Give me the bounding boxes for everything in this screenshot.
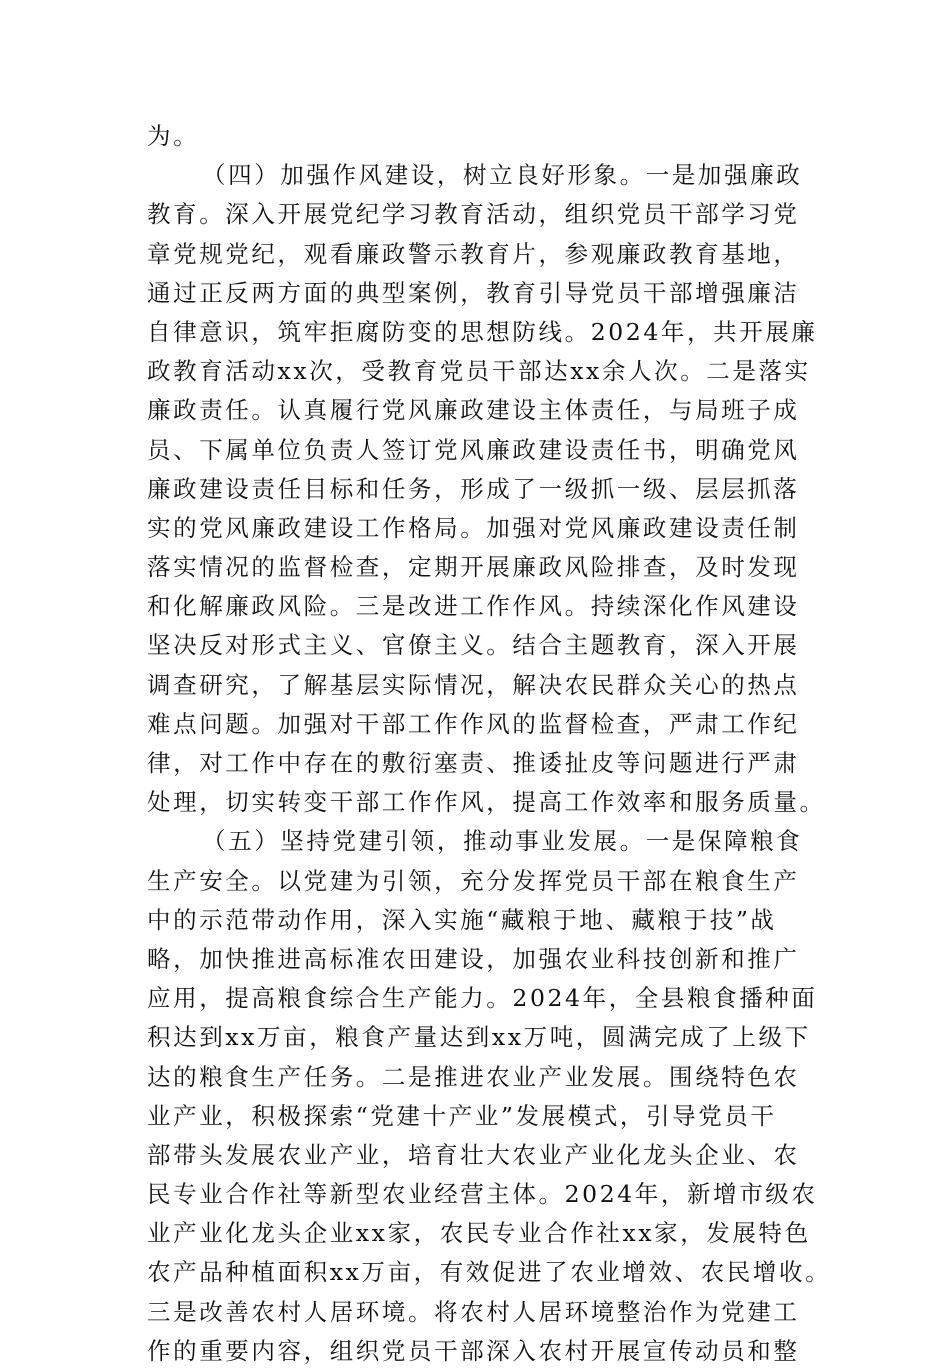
text-line: 业产业，积极探索“党建十产业”发展模式，引导党员干 <box>147 1101 777 1130</box>
text-line: 作的重要内容，组织党员干部深入农村开展宣传动员和整 <box>147 1336 800 1365</box>
text-line: 民专业合作社等新型农业经营主体。2024年，新增市级农 <box>147 1180 818 1209</box>
text-line: 教育。深入开展党纪学习教育活动，组织党员干部学习党 <box>147 200 800 229</box>
section-heading-line: （四）加强作风建设，树立良好形象。一是加强廉政 <box>202 161 803 190</box>
text-line: 章党规党纪，观看廉政警示教育片，参观廉政教育基地， <box>147 239 800 268</box>
text-line: 略，加快推进高标准农田建设，加强农业科技创新和推广 <box>147 944 800 973</box>
text-line: 实的党风廉政建设工作格局。加强对党风廉政建设责任制 <box>147 513 800 542</box>
text-line: 积达到xx万亩，粮食产量达到xx万吨，圆满完成了上级下 <box>147 1023 811 1052</box>
text-line: 自律意识，筑牢拒腐防变的思想防线。2024年，共开展廉 <box>147 317 818 346</box>
text-line: 员、下属单位负责人签订党风廉政建设责任书，明确党风 <box>147 435 800 464</box>
text-line: 处理，切实转变干部工作作风，提高工作效率和服务质量。 <box>147 788 826 817</box>
section-heading-line: （五）坚持党建引领，推动事业发展。一是保障粮食 <box>202 827 803 856</box>
text-line: 廉政建设责任目标和任务，形成了一级抓一级、层层抓落 <box>147 474 800 503</box>
text-line: 业产业化龙头企业xx家，农民专业合作社xx家，发展特色 <box>147 1219 811 1248</box>
text-line: 生产安全。以党建为引领，充分发挥党员干部在粮食生产 <box>147 866 800 895</box>
body-text <box>147 117 832 1371</box>
text-line: 坚决反对形式主义、官僚主义。结合主题教育，深入开展 <box>147 631 800 660</box>
text-line: 落实情况的监督检查，定期开展廉政风险排查，及时发现 <box>147 553 800 582</box>
text-line: 和化解廉政风险。三是改进工作作风。持续深化作风建设 <box>147 592 800 621</box>
text-line: 三是改善农村人居环境。将农村人居环境整治作为党建工 <box>147 1297 800 1326</box>
text-line: 政教育活动xx次，受教育党员干部达xx余人次。二是落实 <box>147 357 811 386</box>
text-line: 调查研究，了解基层实际情况，解决农民群众关心的热点 <box>147 670 800 699</box>
text-line: 中的示范带动作用，深入实施“藏粮于地、藏粮于技”战 <box>147 905 777 934</box>
text-line: 廉政责任。认真履行党风廉政建设主体责任，与局班子成 <box>147 396 800 425</box>
text-line: 部带头发展农业产业，培育壮大农业产业化龙头企业、农 <box>147 1140 800 1169</box>
text-line: 农产品种植面积xx万亩，有效促进了农业增效、农民增收。 <box>147 1258 832 1287</box>
text-line: 律，对工作中存在的敷衍塞责、推诿扯皮等问题进行严肃 <box>147 749 800 777</box>
text-line: 应用，提高粮食综合生产能力。2024年，全县粮食播种面 <box>147 984 818 1013</box>
text-line: 达的粮食生产任务。二是推进农业产业发展。围绕特色农 <box>147 1062 800 1091</box>
text-line: 为。 <box>147 122 200 150</box>
text-line: 通过正反两方面的典型案例，教育引导党员干部增强廉洁 <box>147 278 800 307</box>
text-line: 难点问题。加强对干部工作作风的监督检查，严肃工作纪 <box>147 709 800 738</box>
